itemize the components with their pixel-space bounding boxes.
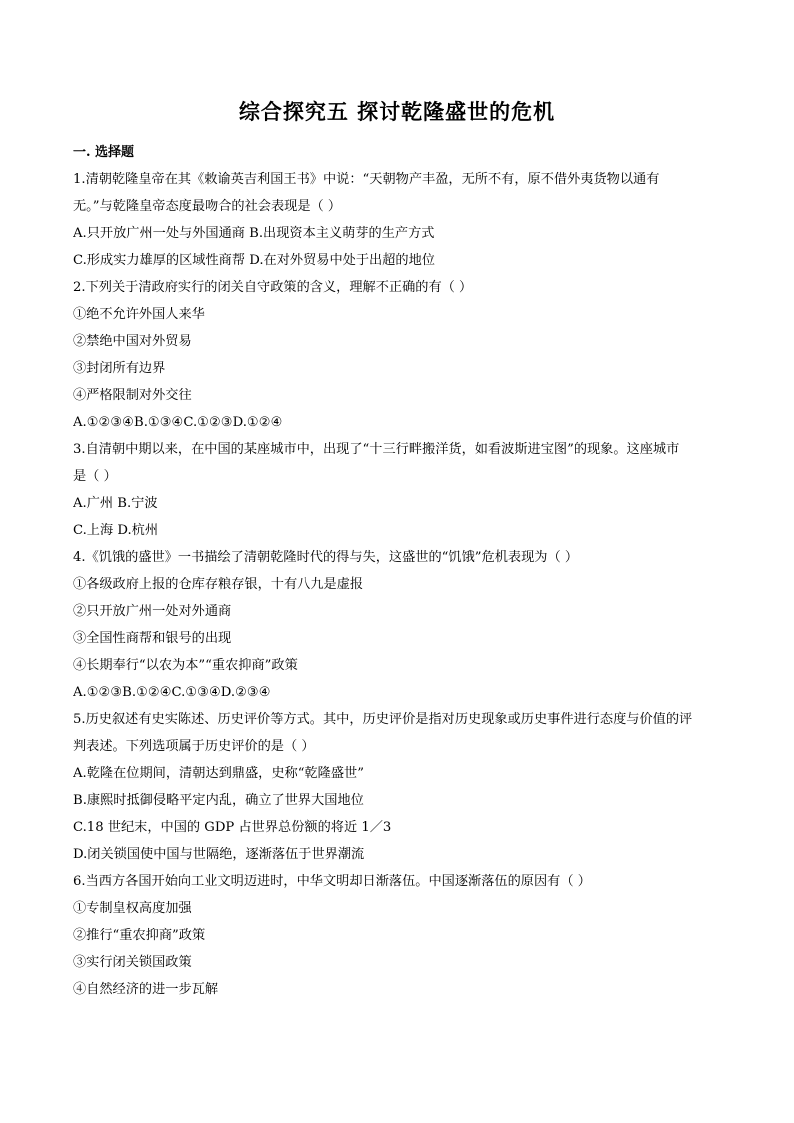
q3-options-ab: A.广州 B.宁波 xyxy=(73,496,158,511)
document-body xyxy=(73,140,733,1003)
q6-item-2: ②推行“重农抑商”政策 xyxy=(73,928,206,943)
q6-stem: 6.当西方各国开始向工业文明迈进时，中华文明却日渐落伍。中国逐渐落伍的原因有（ ） xyxy=(73,874,591,889)
q2-item-2: ②禁绝中国对外贸易 xyxy=(73,334,192,349)
q3-options-cd: C.上海 D.杭州 xyxy=(73,523,159,538)
q2-item-3: ③封闭所有边界 xyxy=(73,361,166,376)
q4-item-1: ①各级政府上报的仓库存粮存银，十有八九是虚报 xyxy=(73,577,364,592)
q2-options: A.①②③④B.①③④C.①②③D.①②④ xyxy=(73,415,283,430)
q1-stem-line2: 无。”与乾隆皇帝态度最吻合的社会表现是（ ） xyxy=(73,199,342,214)
q4-stem: 4.《饥饿的盛世》一书描绘了清朝乾隆时代的得与失，这盛世的“饥饿”危机表现为（ ） xyxy=(73,550,579,565)
q4-options: A.①②③B.①②④C.①③④D.②③④ xyxy=(73,685,271,700)
q1-options-ab: A.只开放广州一处与外国通商 B.出现资本主义萌芽的生产方式 xyxy=(73,226,435,241)
q4-item-2: ②只开放广州一处对外通商 xyxy=(73,604,232,619)
q6-item-4: ④自然经济的进一步瓦解 xyxy=(73,982,219,997)
q5-option-c: C.18 世纪末，中国的 GDP 占世界总份额的将近 1／3 xyxy=(73,820,392,835)
q6-item-3: ③实行闭关锁国政策 xyxy=(73,955,192,970)
q2-item-4: ④严格限制对外交往 xyxy=(73,388,192,403)
q3-stem-line2: 是（ ） xyxy=(73,469,117,484)
q2-item-1: ①绝不允许外国人来华 xyxy=(73,307,205,322)
q2-stem: 2.下列关于清政府实行的闭关自守政策的含义，理解不正确的有（ ） xyxy=(73,280,473,295)
q4-item-3: ③全国性商帮和银号的出现 xyxy=(73,631,232,646)
q1-options-cd: C.形成实力雄厚的区域性商帮 D.在对外贸易中处于出超的地位 xyxy=(73,253,435,268)
q5-stem-line1: 5.历史叙述有史实陈述、历史评价等方式。其中，历史评价是指对历史现象或历史事件进行态度与价值的评 xyxy=(73,712,693,727)
q6-item-1: ①专制皇权高度加强 xyxy=(73,901,192,916)
q5-option-d: D.闭关锁国使中国与世隔绝，逐渐落伍于世界潮流 xyxy=(73,847,365,862)
section-heading: 一. 选择题 xyxy=(73,145,135,160)
q5-stem-line2: 判表述。下列选项属于历史评价的是（ ） xyxy=(73,739,315,754)
q5-option-b: B.康熙时抵御侵略平定内乱，确立了世界大国地位 xyxy=(73,793,364,808)
q3-stem-line1: 3.自清朝中期以来，在中国的某座城市中，出现了“十三行畔搬洋货，如看波斯进宝图”的现象。这座城市 xyxy=(73,442,680,457)
document-title: 综合探究五 探讨乾隆盛世的危机 xyxy=(238,99,556,124)
q5-option-a: A.乾隆在位期间，清朝达到鼎盛，史称“乾隆盛世” xyxy=(73,766,364,781)
q1-stem-line1: 1.清朝乾隆皇帝在其《敕谕英吉利国王书》中说：“天朝物产丰盈，无所不有，原不借外夷货物以通有 xyxy=(73,172,660,187)
q4-item-4: ④长期奉行“以农为本”“重农抑商”政策 xyxy=(73,658,298,673)
